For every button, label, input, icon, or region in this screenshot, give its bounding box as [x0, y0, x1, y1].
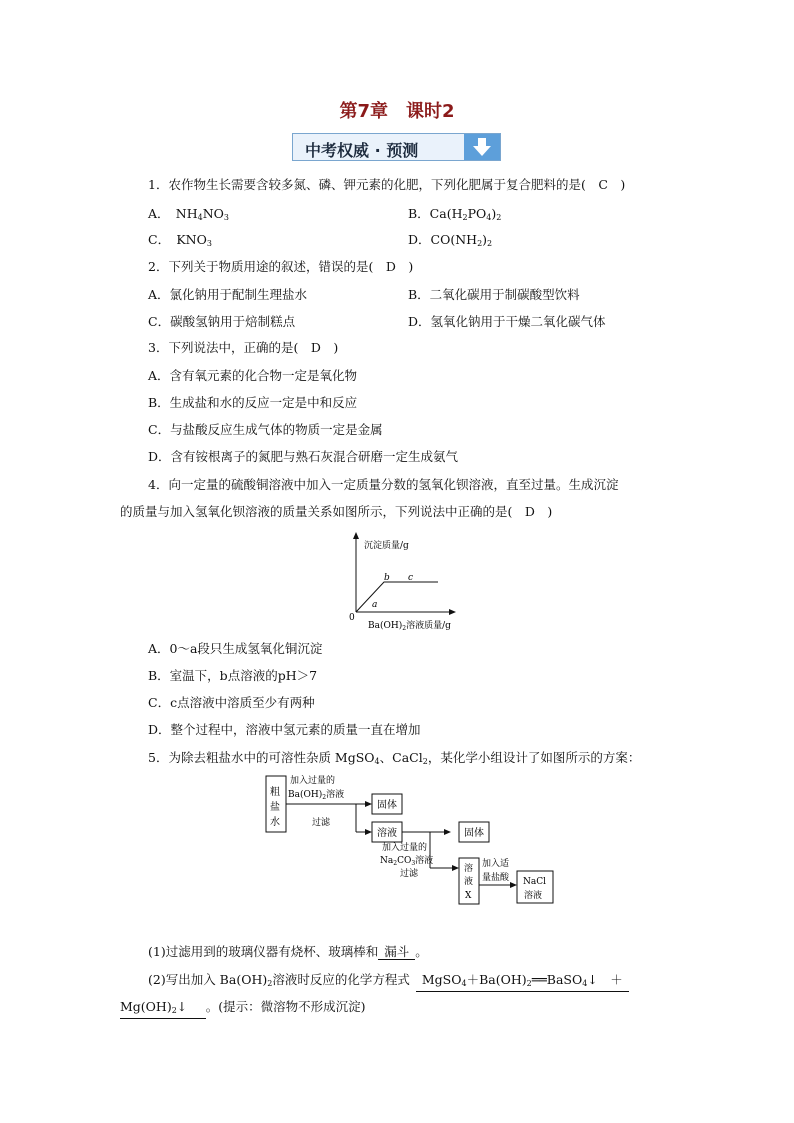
- q4-option-b: B．室温下，b点溶液的pH＞7: [148, 668, 318, 683]
- q3-option-d: D．含有铵根离子的氮肥与熟石灰混合研磨一定生成氨气: [148, 449, 459, 464]
- flow-arrow-3: [444, 829, 451, 835]
- q5-part2-answer-b: $Mg(OH)_2↓$: [120, 999, 206, 1019]
- q1-stem: 1．农作物生长需要含较多氮、磷、钾元素的化肥，下列化肥属于复合肥料的是( C ): [148, 177, 626, 192]
- flow-solx-3: X: [465, 891, 472, 901]
- q4-option-c: C．c点溶液中溶质至少有两种: [148, 695, 315, 710]
- flow-solx-1: 溶: [464, 864, 474, 874]
- q5-part2-answer-a: $MgSO_4+Ba(OH)_2══BaSO_4↓$ ＋: [416, 972, 629, 992]
- graph-y-label: 沉淀质量/g: [364, 541, 409, 551]
- flow-arrow-2: [365, 829, 372, 835]
- q5-flowchart: [260, 770, 560, 910]
- q5-part1: (1)过滤用到的玻璃仪器有烧杯、玻璃棒和 漏斗 。: [148, 944, 428, 959]
- flow-raw-3: 水: [270, 817, 280, 828]
- q2-stem: 2．下列关于物质用途的叙述，错误的是( D ): [148, 259, 414, 274]
- q5-part2-line2: $Mg(OH)_2↓$ 。(提示：微溶物不形成沉淀): [120, 999, 366, 1019]
- graph-origin: 0: [349, 613, 355, 623]
- q4-stem-line2: 的质量与加入氢氧化钡溶液的质量关系如图所示，下列说法中正确的是( D ): [120, 504, 553, 519]
- flow-solution1: 溶液: [377, 828, 397, 839]
- graph-x-arrow: [449, 609, 456, 615]
- q3-stem: 3．下列说法中，正确的是( D ): [148, 340, 339, 355]
- graph-x-label: $Ba(OH)_2$溶液质量/g: [368, 621, 451, 632]
- down-arrow-icon: [464, 134, 500, 160]
- flow-step3-line2: 量盐酸: [482, 873, 510, 883]
- flow-step1-line1: 加入过量的: [290, 776, 336, 786]
- q2-option-d: D．氢氧化钠用于干燥二氧化碳气体: [408, 314, 606, 329]
- q1-option-d: D．$CO(NH_2)_2$: [408, 232, 493, 248]
- flow-solid1: 固体: [377, 800, 397, 811]
- flow-raw-2: 盐: [270, 802, 280, 813]
- flow-arrow-1: [365, 801, 372, 807]
- flow-nacl-1: NaCl: [523, 877, 547, 887]
- graph-y-arrow: [353, 532, 359, 539]
- flow-solx-2: 液: [464, 877, 474, 887]
- graph-curve: [356, 582, 438, 612]
- q2-option-a: A．氯化钠用于配制生理盐水: [148, 287, 308, 302]
- flow-nacl-2: 溶液: [524, 891, 543, 901]
- flow-step3-line1: 加入适: [482, 859, 510, 869]
- q2-option-b: B．二氧化碳用于制碳酸型饮料: [408, 287, 580, 302]
- flow-arrow-4: [452, 865, 459, 871]
- flow-step1-line2: $Ba(OH)_2$溶液: [288, 790, 345, 801]
- q3-option-b: B．生成盐和水的反应一定是中和反应: [148, 395, 358, 410]
- q4-graph: [340, 530, 490, 634]
- flow-step2-line2: $Na_2CO_3$溶液: [380, 856, 434, 867]
- q1-option-b: B．$Ca(H_2PO_4)_2$: [408, 206, 502, 222]
- q1-option-c: C． $KNO_3$: [148, 232, 212, 248]
- q4-option-d: D．整个过程中，溶液中氢元素的质量一直在增加: [148, 722, 421, 737]
- section-banner: [292, 133, 501, 161]
- graph-point-b: b: [384, 573, 390, 583]
- flow-raw-1: 粗: [270, 787, 280, 798]
- flow-step1-line3: 过滤: [312, 818, 331, 828]
- q3-option-a: A．含有氧元素的化合物一定是氧化物: [148, 368, 358, 383]
- banner-text: 中考权威 · 预测: [305, 141, 419, 160]
- q3-option-c: C．与盐酸反应生成气体的物质一定是金属: [148, 422, 383, 437]
- q1-option-a: A． $NH_4NO_3$: [148, 206, 229, 222]
- q5-part2-line1: (2)写出加入 $Ba(OH)_2$溶液时反应的化学方程式 $MgSO_4+Ba(OH)_2══BaSO_4↓$ ＋: [148, 972, 629, 992]
- q2-option-c: C．碳酸氢钠用于焙制糕点: [148, 314, 296, 329]
- graph-point-a: a: [372, 600, 378, 610]
- graph-point-c: c: [408, 573, 414, 583]
- flow-arrow-5: [510, 882, 517, 888]
- q4-stem-line1: 4．向一定量的硫酸铜溶液中加入一定质量分数的氢氧化钡溶液，直至过量。生成沉淀: [148, 477, 619, 492]
- flow-step2-line1: 加入过量的: [382, 843, 428, 853]
- page-title: 第7章 课时2: [339, 101, 455, 122]
- q5-stem: 5．为除去粗盐水中的可溶性杂质 MgSO$_4$、CaCl$_2$，某化学小组设计了如图所示的方案：: [148, 750, 641, 766]
- flow-step2-line3: 过滤: [400, 869, 419, 879]
- flow-solid2: 固体: [464, 828, 484, 839]
- q4-option-a: A．0～a段只生成氢氧化铜沉淀: [148, 641, 323, 656]
- q5-part1-answer: 漏斗: [378, 944, 415, 960]
